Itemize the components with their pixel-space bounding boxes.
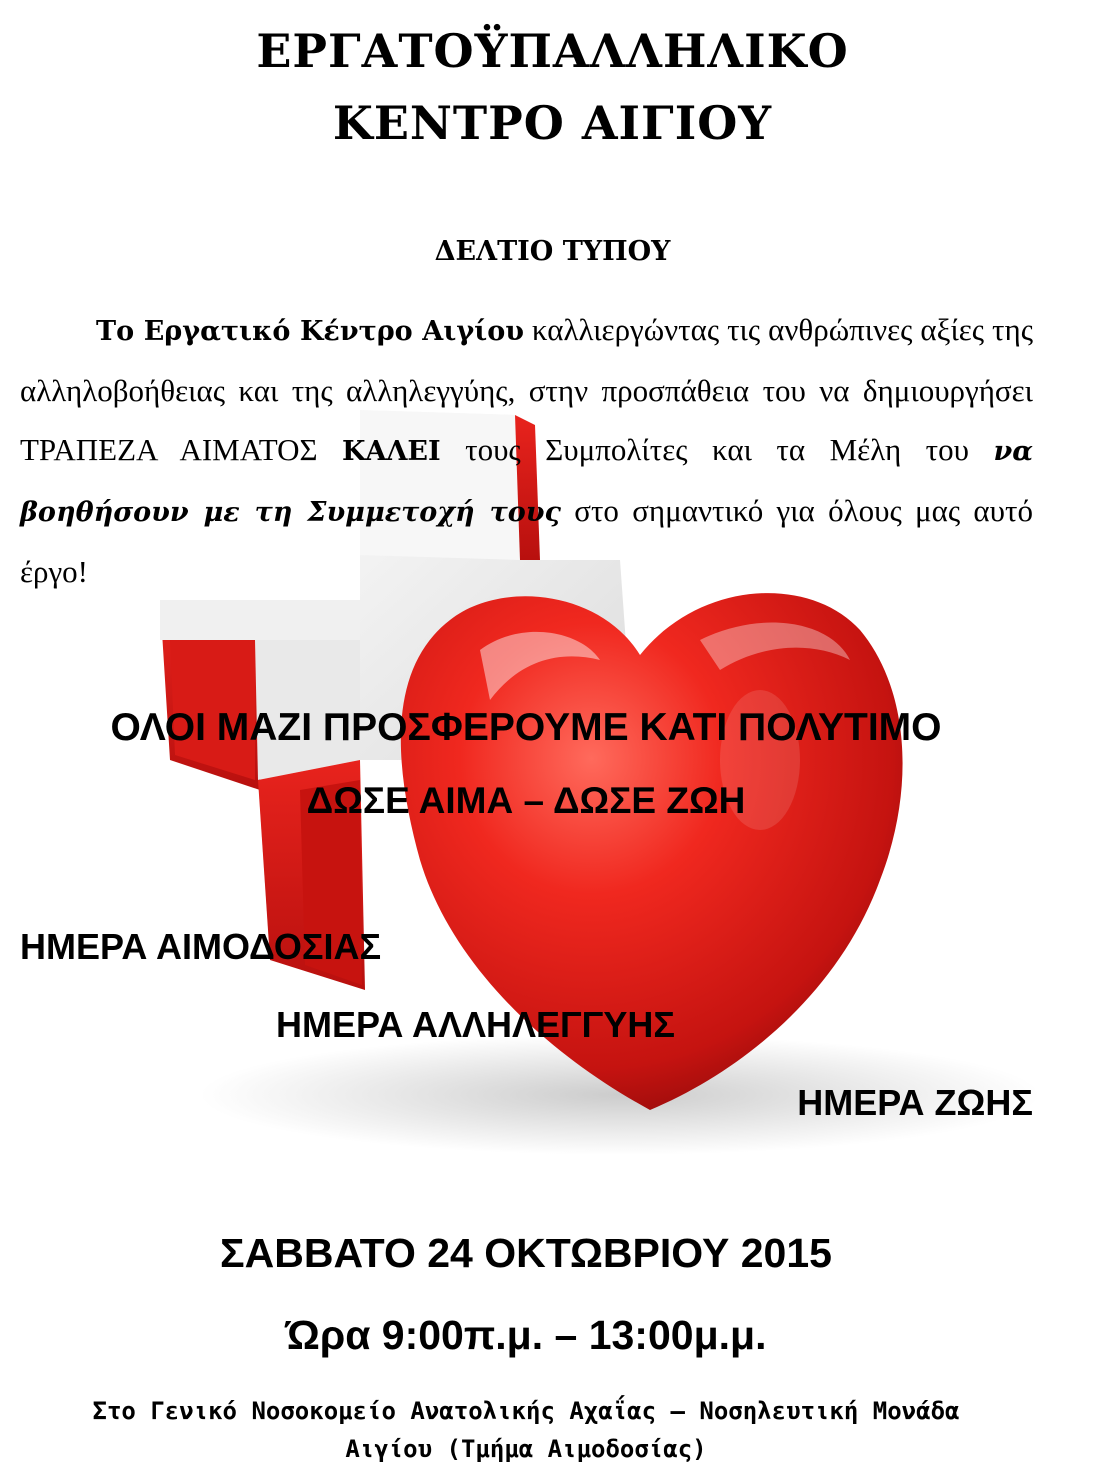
- blood-donation-day-text: ΗΜΕΡΑ ΑΙΜΟΔΟΣΙΑΣ: [20, 926, 382, 967]
- event-time: Ώρα 9:00π.μ. – 13:00μ.μ.: [285, 1312, 767, 1358]
- emphasis-text: να βοηθήσουν με τη Συμμετοχή τους: [20, 436, 1033, 528]
- org-name-text: Το Εργατικό Κέντρο Αιγίου: [96, 316, 524, 347]
- calls-text: ΚΑΛΕΙ: [342, 436, 441, 467]
- slogan-line2: ΔΩΣΕ ΑΙΜΑ – ΔΩΣΕ ΖΩΗ: [306, 780, 746, 821]
- location-line1: Στο Γενικό Νοσοκομείο Ανατολικής Αχαΐας – Νοσηλευτική Μονάδα: [92, 1397, 960, 1425]
- body-text-1: καλλιεργώντας τις ανθρώπινες αξίες της αλληλοβοήθειας και της αλληλεγγύης, στην προσπάθεια του να δημιουργήσει ΤΡΑΠΕΖΑ ΑΙΜΑΤΟΣ: [20, 312, 1033, 467]
- organization-title-line2: ΚΕΝΤΡΟ ΑΙΓΙΟΥ: [332, 96, 773, 150]
- body-text-2: τους Συμπολίτες και τα Μέλη του: [440, 432, 994, 467]
- body-paragraph: [20, 300, 1033, 601]
- slogan-line1: ΟΛΟΙ ΜΑΖΙ ΠΡΟΣΦΕΡΟΥΜΕ ΚΑΤΙ ΠΟΛΥΤΙΜΟ: [110, 706, 942, 749]
- life-day-text: ΗΜΕΡΑ ΖΩΗΣ: [797, 1082, 1033, 1123]
- press-release-label: ΔΕΛΤΙΟ ΤΥΠΟΥ: [434, 236, 671, 267]
- organization-title-line1: ΕΡΓΑΤΟΫΠΑΛΛΗΛΙΚΟ: [256, 24, 849, 78]
- solidarity-day-text: ΗΜΕΡΑ ΑΛΛΗΛΕΓΓΥΗΣ: [276, 1004, 675, 1045]
- event-location: [0, 1392, 1052, 1468]
- event-date: ΣΑΒΒΑΤΟ 24 ΟΚΤΩΒΡΙΟΥ 2015: [220, 1230, 832, 1276]
- body-text-3: στο σημαντικό για όλους μας αυτό έργο!: [20, 493, 1033, 589]
- location-line2: Αιγίου (Τμήμα Αιμοδοσίας): [345, 1435, 707, 1463]
